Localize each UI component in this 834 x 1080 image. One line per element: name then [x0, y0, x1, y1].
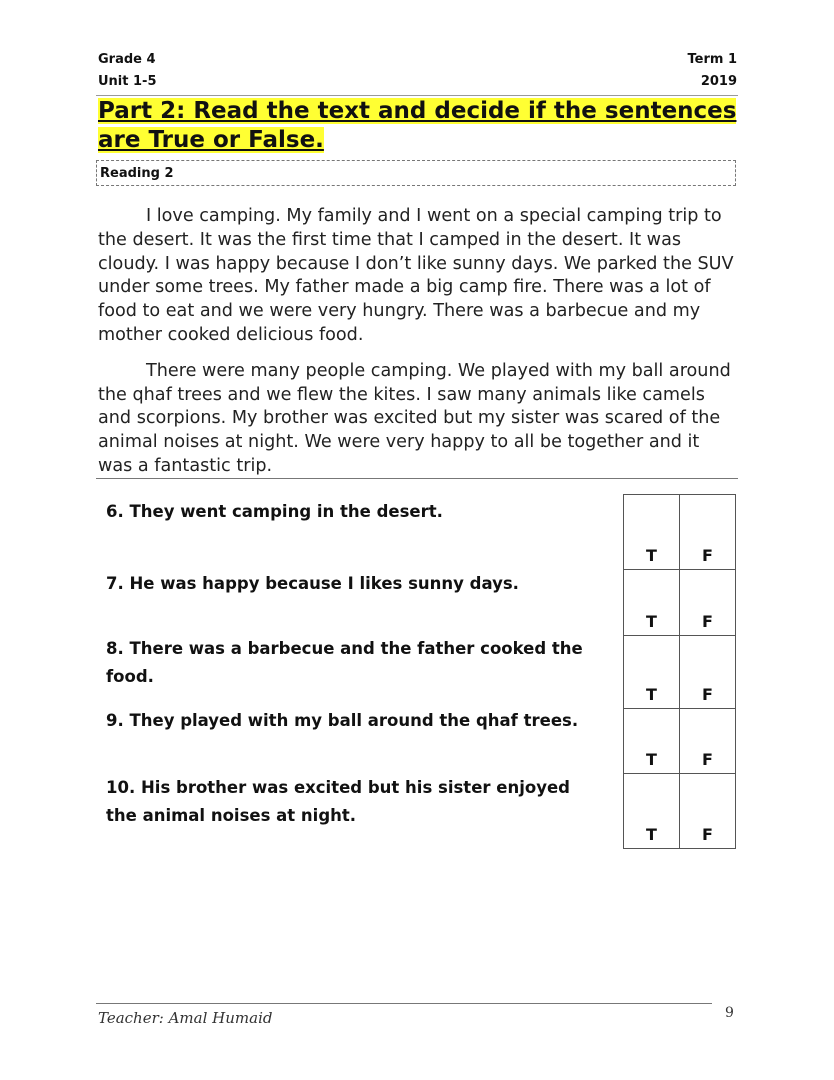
term-label: Term 1 — [687, 52, 737, 67]
question-text: His brother was excited but his sister enjoyed the animal noises at night. — [106, 778, 570, 825]
question-9 — [106, 707, 606, 735]
question-number: 8. — [106, 639, 124, 658]
answer-row-9 — [624, 709, 736, 774]
passage-divider — [96, 478, 738, 479]
reading-passage — [98, 205, 738, 491]
true-option[interactable]: T — [624, 774, 680, 849]
question-number: 9. — [106, 711, 124, 730]
false-option[interactable]: F — [679, 570, 735, 636]
teacher-name: Teacher: Amal Humaid — [98, 1009, 273, 1027]
year-label: 2019 — [700, 74, 737, 89]
grade-label: Grade 4 — [98, 52, 156, 67]
reading-label: Reading 2 — [100, 166, 174, 181]
question-number: 6. — [106, 502, 124, 521]
passage-paragraph-1: I love camping. My family and I went on a special camping trip to the desert. It was the first time that I camped in the desert. It was cloudy. I was happy because I don’t like sunny days. We parked the SUV under some trees. My father made a big camp fire. There was a lot of food to eat and we were very hungry. There was a barbecue and my mother cooked delicious food. — [98, 206, 734, 345]
question-text: He was happy because I likes sunny days. — [129, 574, 519, 593]
header-left — [98, 49, 157, 93]
footer-divider — [96, 1003, 712, 1004]
part-title — [98, 97, 738, 155]
header-right — [688, 49, 738, 93]
false-option[interactable]: F — [679, 709, 735, 774]
answer-row-10 — [624, 774, 736, 849]
answer-row-8 — [624, 636, 736, 709]
question-text: They played with my ball around the qhaf trees. — [129, 711, 579, 730]
true-option[interactable]: T — [624, 570, 680, 636]
question-text: There was a barbecue and the father cooked the food. — [106, 639, 583, 686]
question-10 — [106, 774, 596, 830]
false-option[interactable]: F — [679, 495, 735, 570]
question-6 — [106, 498, 606, 526]
false-option[interactable]: F — [679, 774, 735, 849]
answer-row-7 — [624, 570, 736, 636]
header-divider — [96, 95, 738, 96]
false-option[interactable]: F — [679, 636, 735, 709]
passage-paragraph-2: There were many people camping. We played with my ball around the qhaf trees and we flew the kites. I saw many animals like camels and scorpions. My brother was excited but my sister was scared of the animal noises at night. We were very happy to all be together and it was a fantastic trip. — [98, 360, 731, 476]
true-option[interactable]: T — [624, 636, 680, 709]
true-option[interactable]: T — [624, 709, 680, 774]
true-false-table — [623, 494, 736, 849]
question-8 — [106, 635, 596, 691]
question-text: They went camping in the desert. — [129, 502, 443, 521]
unit-label: Unit 1-5 — [98, 74, 157, 89]
true-option[interactable]: T — [624, 495, 680, 570]
question-number: 7. — [106, 574, 124, 593]
question-number: 10. — [106, 778, 136, 797]
page-number: 9 — [725, 1005, 734, 1021]
reading-box — [96, 160, 736, 186]
answer-row-6 — [624, 495, 736, 570]
question-7 — [106, 570, 606, 598]
part-title-text: Part 2: Read the text and decide if the sentences are True or False. — [98, 98, 737, 153]
